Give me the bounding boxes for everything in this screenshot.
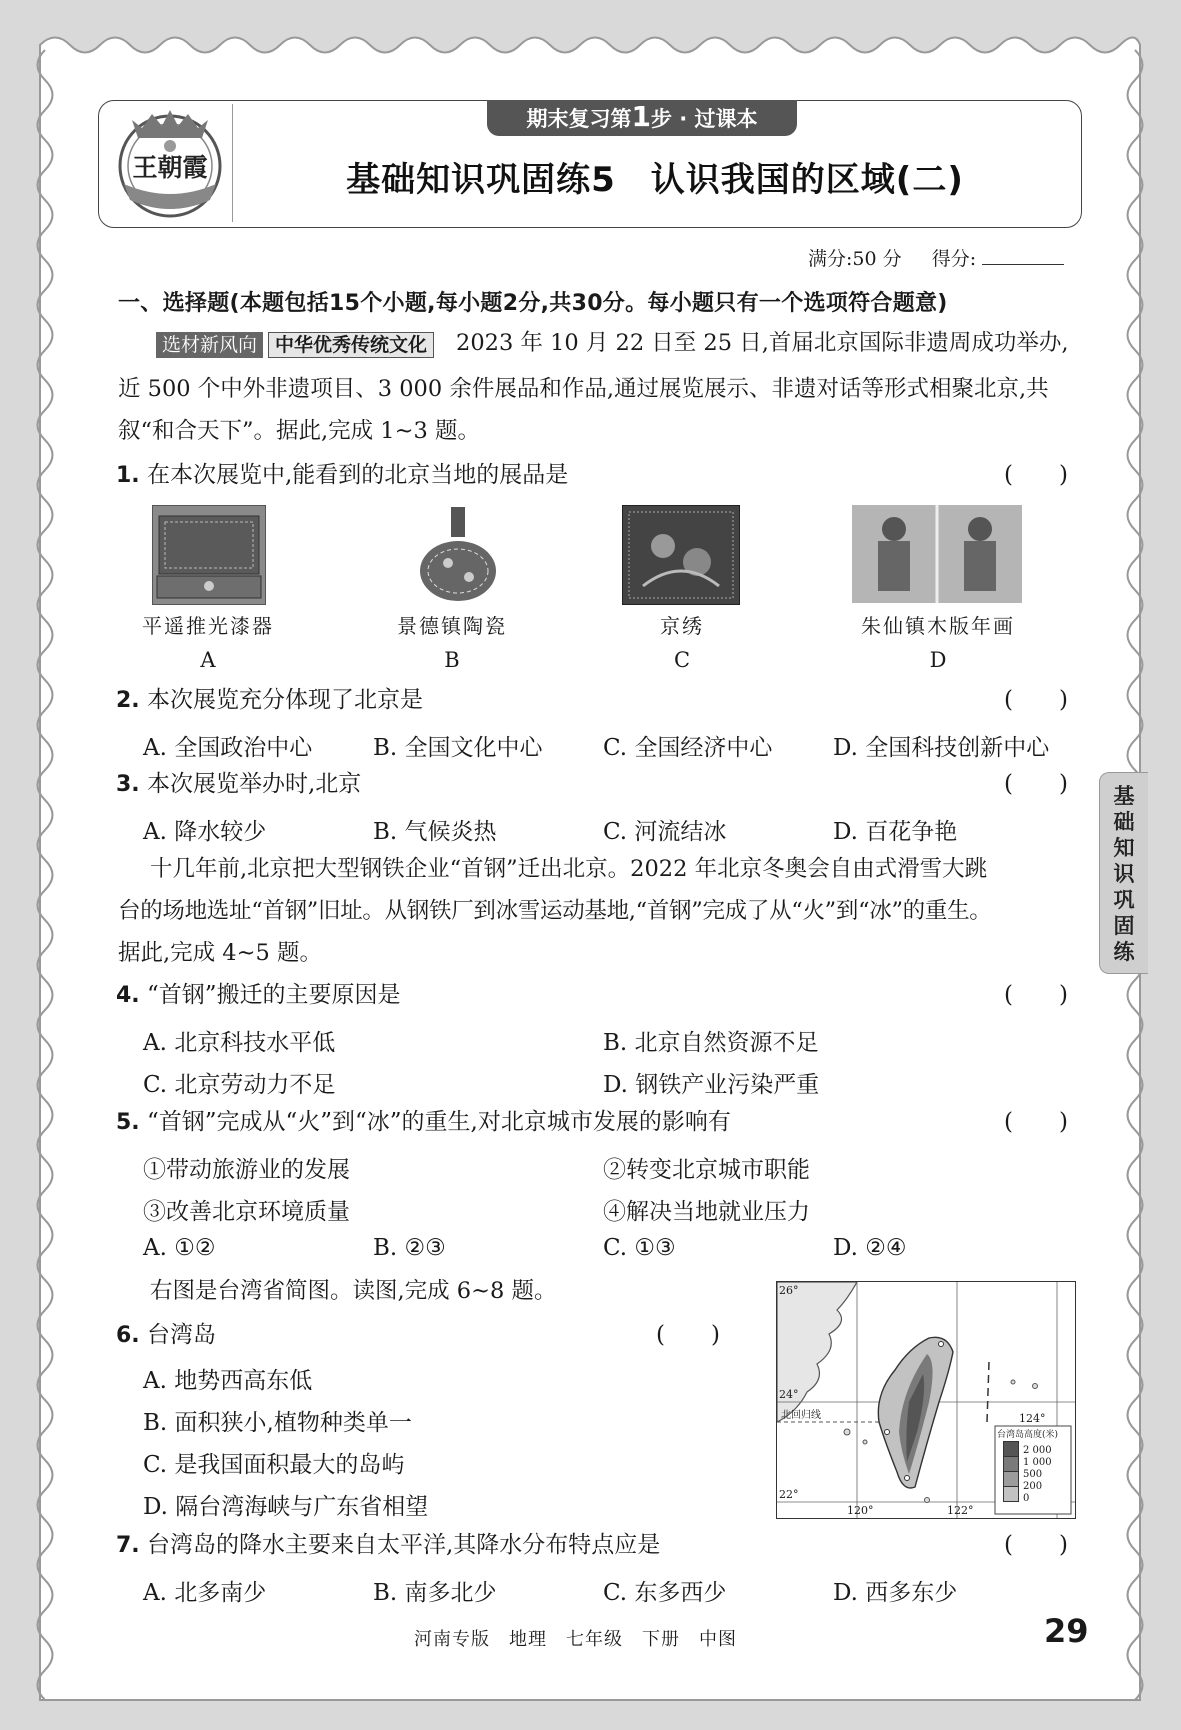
question-3 — [116, 769, 1076, 800]
legend-value-0: 0 — [1023, 1493, 1030, 1504]
intro1-line1: 2023 年 10 月 22 日至 25 日,首届北京国际非遗周成功举办, — [456, 330, 1069, 356]
exhibit-caption-d: 朱仙镇木版年画 — [861, 614, 1015, 638]
header-tag-pre: 期末复习第 — [526, 107, 632, 131]
lon-label-120: 120° — [847, 1504, 874, 1517]
question-1-text: 在本次展览中,能看到的北京当地的展品是 — [146, 462, 569, 488]
q5-item-1: ①带动旅游业的发展 — [143, 1157, 350, 1183]
header-tag-post: 步 · 过课本 — [650, 107, 758, 131]
header-tag-num: 1 — [631, 100, 651, 133]
question-2 — [116, 685, 1076, 716]
footer-info: 河南专版 地理 七年级 下册 中图 — [414, 1629, 737, 1650]
q4-option-c[interactable]: C. 北京劳动力不足 — [143, 1072, 336, 1098]
question-3-text: 本次展览举办时,北京 — [146, 771, 362, 797]
lat-label-24: 24° — [779, 1388, 799, 1401]
intro2-line2: 台的场地选址“首钢”旧址。从钢铁厂到冰雪运动基地,“首钢”完成了从“火”到“冰”的重生。 — [118, 898, 992, 924]
side-tab-char: 固 — [1113, 914, 1135, 938]
q5-item-2: ②转变北京城市职能 — [603, 1157, 810, 1183]
q6-option-c[interactable]: C. 是我国面积最大的岛屿 — [143, 1452, 405, 1478]
q2-option-c[interactable]: C. 全国经济中心 — [603, 735, 773, 761]
legend-swatch — [1003, 1487, 1019, 1502]
question-1 — [116, 460, 1076, 491]
legend-value-500: 500 — [1023, 1469, 1043, 1480]
q5-option-a[interactable]: A. ①② — [143, 1235, 216, 1261]
exhibit-letter-b[interactable]: B — [444, 648, 460, 672]
question-6-text: 台湾岛 — [146, 1322, 216, 1348]
lon-label-122: 122° — [947, 1504, 974, 1517]
q3-option-b[interactable]: B. 气候炎热 — [373, 819, 497, 845]
exhibit-image-d — [852, 505, 1022, 603]
question-5-number: 5. — [116, 1110, 140, 1135]
q2-option-d[interactable]: D. 全国科技创新中心 — [833, 735, 1050, 761]
exhibit-letter-d[interactable]: D — [929, 648, 947, 672]
header-divider — [232, 104, 233, 222]
exhibit-letter-a[interactable]: A — [200, 648, 216, 672]
page-title: 基础知识巩固练5 认识我国的区域(二) — [346, 160, 964, 200]
side-tab-char: 础 — [1113, 810, 1135, 834]
legend-value-2000: 2 000 — [1023, 1445, 1052, 1456]
question-5 — [116, 1107, 1076, 1138]
q5-option-b[interactable]: B. ②③ — [373, 1235, 446, 1261]
intro1 — [118, 326, 1078, 452]
q3-option-a[interactable]: A. 降水较少 — [143, 819, 267, 845]
question-1-number: 1. — [116, 463, 140, 488]
intro2 — [118, 848, 1078, 974]
intro1-line2: 近 500 个中外非遗项目、3 000 余件展品和作品,通过展览展示、非遗对话等形式相聚北京,共 — [118, 376, 1049, 402]
legend-swatch — [1003, 1441, 1019, 1457]
q7-option-c[interactable]: C. 东多西少 — [603, 1580, 727, 1606]
question-4-number: 4. — [116, 983, 140, 1008]
legend-title: 台湾岛高度(米) — [997, 1430, 1059, 1440]
header-tag — [487, 100, 797, 136]
exhibit-image-c — [622, 505, 740, 605]
q2-option-a[interactable]: A. 全国政治中心 — [143, 735, 313, 761]
exhibit-letter-c[interactable]: C — [673, 648, 691, 672]
q6-option-b[interactable]: B. 面积狭小,植物种类单一 — [143, 1410, 412, 1436]
q7-option-d[interactable]: D. 西多东少 — [833, 1580, 958, 1606]
legend-value-1000: 1 000 — [1023, 1457, 1052, 1468]
q4-option-b[interactable]: B. 北京自然资源不足 — [603, 1030, 819, 1056]
question-7-number: 7. — [116, 1533, 140, 1558]
legend-value-200: 200 — [1023, 1481, 1043, 1492]
intro2-line1: 十几年前,北京把大型钢铁企业“首钢”迁出北京。2022 年北京冬奥会自由式滑雪大跳 — [150, 856, 988, 882]
question-6-number: 6. — [116, 1323, 140, 1348]
answer-blank[interactable]: ( ) — [1004, 771, 1068, 797]
exhibit-caption-a: 平遥推光漆器 — [142, 614, 274, 638]
page-number: 29 — [1044, 1612, 1089, 1650]
section-heading: 一、选择题(本题包括15个小题,每小题2分,共30分。每小题只有一个选项符合题意) — [118, 291, 948, 316]
lon-label-124: 124° — [1019, 1412, 1046, 1425]
exhibit-image-b — [413, 505, 503, 603]
question-4 — [116, 980, 1076, 1011]
full-score: 满分:50 分 — [808, 248, 902, 270]
q2-option-b[interactable]: B. 全国文化中心 — [373, 735, 543, 761]
legend-swatches — [1003, 1441, 1019, 1502]
tropic-label: 北回归线 — [781, 1410, 821, 1421]
taiwan-map — [776, 1281, 1076, 1519]
score-blank[interactable] — [982, 250, 1064, 265]
side-tab-char: 练 — [1113, 940, 1135, 964]
question-5-text: “首钢”完成从“火”到“冰”的重生,对北京城市发展的影响有 — [146, 1109, 731, 1135]
question-2-number: 2. — [116, 688, 140, 713]
answer-blank[interactable]: ( ) — [1004, 1532, 1068, 1558]
question-6 — [116, 1320, 736, 1351]
q5-item-3: ③改善北京环境质量 — [143, 1199, 350, 1225]
q3-option-d[interactable]: D. 百花争艳 — [833, 819, 958, 845]
logo-text: 王朝霞 — [132, 153, 208, 182]
question-2-text: 本次展览充分体现了北京是 — [146, 687, 423, 713]
tag-culture: 中华优秀传统文化 — [268, 332, 434, 358]
q3-option-c[interactable]: C. 河流结冰 — [603, 819, 727, 845]
q5-option-c[interactable]: C. ①③ — [603, 1235, 676, 1261]
q6-option-a[interactable]: A. 地势西高东低 — [143, 1368, 313, 1394]
exhibit-caption-c: 京绣 — [660, 614, 704, 638]
answer-blank[interactable]: ( ) — [1004, 982, 1068, 1008]
side-tab-char: 巩 — [1113, 888, 1135, 912]
logo — [110, 104, 230, 222]
side-tab-char: 识 — [1113, 862, 1135, 886]
question-4-text: “首钢”搬迁的主要原因是 — [146, 982, 401, 1008]
answer-blank[interactable]: ( ) — [1004, 462, 1068, 488]
intro1-line3: 叙“和合天下”。据此,完成 1~3 题。 — [118, 418, 480, 444]
intro2-line3: 据此,完成 4~5 题。 — [118, 940, 322, 966]
q5-option-d[interactable]: D. ②④ — [833, 1235, 907, 1261]
side-tab-char: 知 — [1113, 836, 1135, 860]
question-3-number: 3. — [116, 772, 140, 797]
intro3-line1: 右图是台湾省简图。读图,完成 6~8 题。 — [150, 1278, 557, 1304]
side-tab[interactable] — [1099, 772, 1148, 974]
answer-blank[interactable]: ( ) — [656, 1322, 720, 1348]
q4-option-a[interactable]: A. 北京科技水平低 — [143, 1030, 336, 1056]
lat-label-22: 22° — [779, 1488, 799, 1501]
question-7 — [116, 1530, 1076, 1561]
q7-option-a[interactable]: A. 北多南少 — [143, 1580, 267, 1606]
legend-swatch — [1003, 1457, 1019, 1472]
lat-label-26: 26° — [779, 1284, 799, 1297]
answer-blank[interactable]: ( ) — [1004, 1109, 1068, 1135]
score-line — [808, 244, 1064, 271]
side-tab-char: 基 — [1113, 784, 1135, 808]
exhibit-caption-b: 景德镇陶瓷 — [397, 614, 507, 638]
got-score-label: 得分: — [931, 248, 977, 270]
q4-option-d[interactable]: D. 钢铁产业污染严重 — [603, 1072, 820, 1098]
q6-option-d[interactable]: D. 隔台湾海峡与广东省相望 — [143, 1494, 429, 1520]
legend-swatch — [1003, 1472, 1019, 1487]
q5-item-4: ④解决当地就业压力 — [603, 1199, 810, 1225]
q7-option-b[interactable]: B. 南多北少 — [373, 1580, 497, 1606]
tag-new-direction: 选材新风向 — [156, 332, 263, 358]
question-7-text: 台湾岛的降水主要来自太平洋,其降水分布特点应是 — [146, 1532, 661, 1558]
exhibit-image-a — [152, 505, 266, 605]
answer-blank[interactable]: ( ) — [1004, 687, 1068, 713]
